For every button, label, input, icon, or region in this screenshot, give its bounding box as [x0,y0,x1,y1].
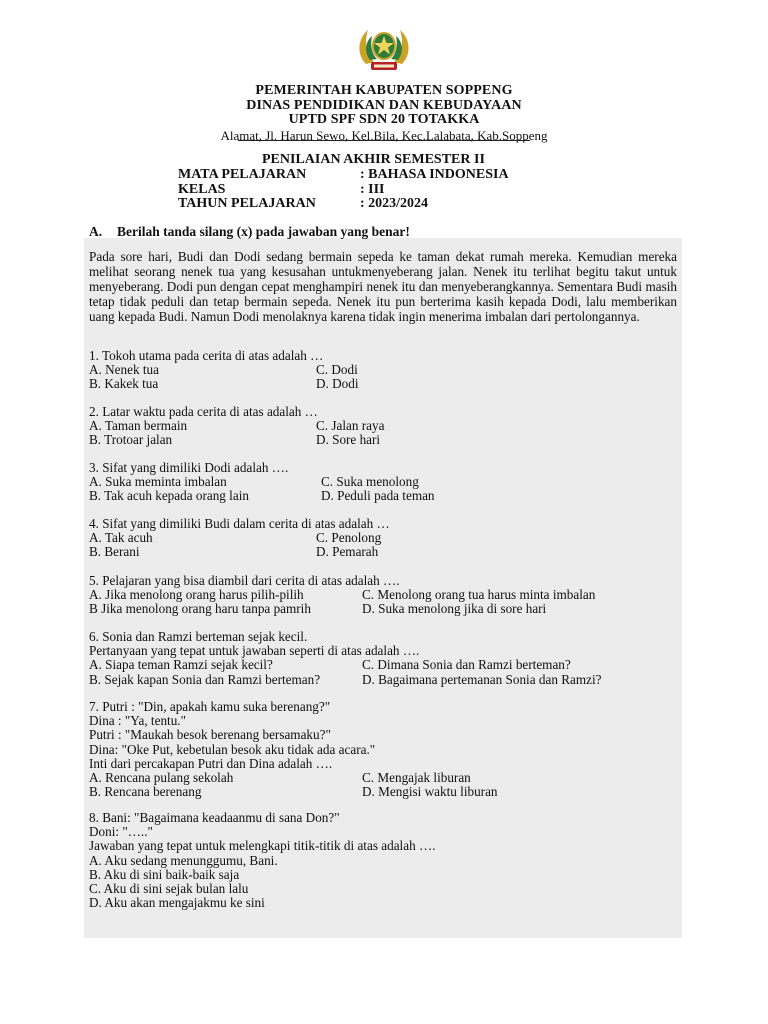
option-d[interactable]: D. Dodi [316,376,359,392]
question-stem: Inti dari percakapan Putri dan Dina adalah …. [89,755,333,771]
option-a[interactable]: A. Rencana pulang sekolah [89,770,234,786]
reading-passage: Pada sore hari, Budi dan Dodi sedang bermain sepeda ke taman dekat rumah mereka. Kemudian mereka melihat seorang nenek tua yang kesusahan untukmenyeberang jalan. Nenek itu terlihat begitu takut untuk menyeberang. Dodi pun dengan cepat menghampiri nenek itu dan menyeberangkannya. Sementara Budi masih tetap tidak peduli dan tetap bermain sepeda. Nenek itu pun berterima kasih kepada Dodi, lalu memberikan uang kepada Budi. Namun Dodi menolaknya karena tidak ingin menerima imbalan dari pertolongannya. [89,249,677,324]
question-2 [89,405,689,448]
letterhead-school: UPTD SPF SDN 20 TOTAKKA [288,112,480,127]
option-c[interactable]: C. Dodi [316,362,358,378]
option-a[interactable]: A. Jika menolong orang harus pilih-pilih [89,587,304,603]
letterhead-address: Alamat, Jl. Harun Sewo, Kel.Bila, Kec.Lalabata, Kab.Soppeng [220,127,548,143]
question-stem: 8. Bani: "Bagaimana keadaanmu di sana Don?" [89,810,340,825]
assessment-row-year [178,196,598,211]
question-stem: Dina: "Oke Put, kebetulan besok aku tidak ada acara." [89,741,376,757]
option-b[interactable]: B. Tak acuh kepada orang lain [89,488,249,504]
option-c[interactable]: C. Aku di sini sejak bulan lalu [89,881,249,897]
option-d[interactable]: D. Mengisi waktu liburan [362,784,498,800]
option-c[interactable]: C. Jalan raya [316,418,385,434]
option-d[interactable]: D. Aku akan mengajakmu ke sini [89,895,265,911]
assessment-key: KELAS [178,181,226,197]
letterhead-government: PEMERINTAH KABUPATEN SOPPENG [255,83,513,98]
option-b[interactable]: B. Trotoar jalan [89,432,173,448]
option-a[interactable]: A. Nenek tua [89,362,159,378]
question-5 [89,574,689,617]
assessment-row-class [178,182,598,197]
option-b[interactable]: B Jika menolong orang haru tanpa pamrih [89,601,311,617]
question-stem: 3. Sifat yang dimiliki Dodi adalah …. [89,460,289,475]
assessment-value: : III [360,181,385,197]
question-8 [89,811,689,910]
question-stem: Dina : "Ya, tentu." [89,713,186,729]
question-stem: Doni: "….." [89,824,153,840]
letterhead [0,84,768,143]
option-d[interactable]: D. Pemarah [316,544,379,560]
question-stem: 6. Sonia dan Ramzi berteman sejak kecil. [89,629,308,644]
assessment-key: MATA PELAJARAN [178,167,307,182]
option-c[interactable]: C. Mengajak liburan [362,770,471,786]
assessment-header [178,152,598,211]
option-b[interactable]: B. Rencana berenang [89,784,202,800]
option-a[interactable]: A. Siapa teman Ramzi sejak kecil? [89,657,273,673]
question-stem: 1. Tokoh utama pada cerita di atas adalah … [89,348,324,363]
section-heading [89,224,410,240]
option-a[interactable]: A. Tak acuh [89,530,153,546]
option-a[interactable]: A. Aku sedang menunggumu, Bani. [89,852,278,868]
assessment-title: PENILAIAN AKHIR SEMESTER II [262,152,485,167]
question-6 [89,630,689,687]
assessment-value: : 2023/2024 [360,196,429,211]
question-stem: Pertanyaan yang tepat untuk jawaban seperti di atas adalah …. [89,643,420,659]
question-4 [89,517,689,560]
question-stem: 7. Putri : "Din, apakah kamu suka berenang?" [89,699,331,714]
question-stem: Putri : "Maukah besok berenang bersamaku?" [89,727,331,743]
option-b[interactable]: B. Kakek tua [89,376,159,392]
assessment-value: : BAHASA INDONESIA [360,167,509,182]
regency-emblem-logo [352,24,416,74]
letterhead-divider [238,140,530,141]
assessment-row-subject [178,167,598,182]
section-letter: A. [89,224,103,239]
question-stem: 4. Sifat yang dimiliki Budi dalam cerita di atas adalah … [89,516,390,531]
option-d[interactable]: D. Suka menolong jika di sore hari [362,601,547,617]
option-a[interactable]: A. Taman bermain [89,418,188,434]
assessment-key: TAHUN PELAJARAN [178,196,316,211]
letterhead-department: DINAS PENDIDIKAN DAN KEBUDAYAAN [246,97,522,113]
option-c[interactable]: C. Penolong [316,530,382,546]
option-c[interactable]: C. Suka menolong [321,474,419,490]
option-d[interactable]: D. Peduli pada teman [321,488,435,504]
option-b[interactable]: B. Berani [89,544,140,560]
option-d[interactable]: D. Bagaimana pertemanan Sonia dan Ramzi? [362,671,602,687]
option-d[interactable]: D. Sore hari [316,432,381,448]
option-b[interactable]: B. Aku di sini baik-baik saja [89,866,240,882]
question-7 [89,700,689,799]
question-1 [89,349,689,392]
question-stem: 5. Pelajaran yang bisa diambil dari cerita di atas adalah …. [89,573,400,588]
question-3 [89,461,689,504]
section-instruction: Berilah tanda silang (x) pada jawaban yang benar! [117,224,410,239]
option-c[interactable]: C. Menolong orang tua harus minta imbalan [362,587,596,603]
question-stem: Jawaban yang tepat untuk melengkapi titik-titik di atas adalah …. [89,838,436,854]
question-stem: 2. Latar waktu pada cerita di atas adalah … [89,404,318,419]
option-c[interactable]: C. Dimana Sonia dan Ramzi berteman? [362,657,571,673]
option-a[interactable]: A. Suka meminta imbalan [89,474,227,490]
option-b[interactable]: B. Sejak kapan Sonia dan Ramzi berteman? [89,671,321,687]
